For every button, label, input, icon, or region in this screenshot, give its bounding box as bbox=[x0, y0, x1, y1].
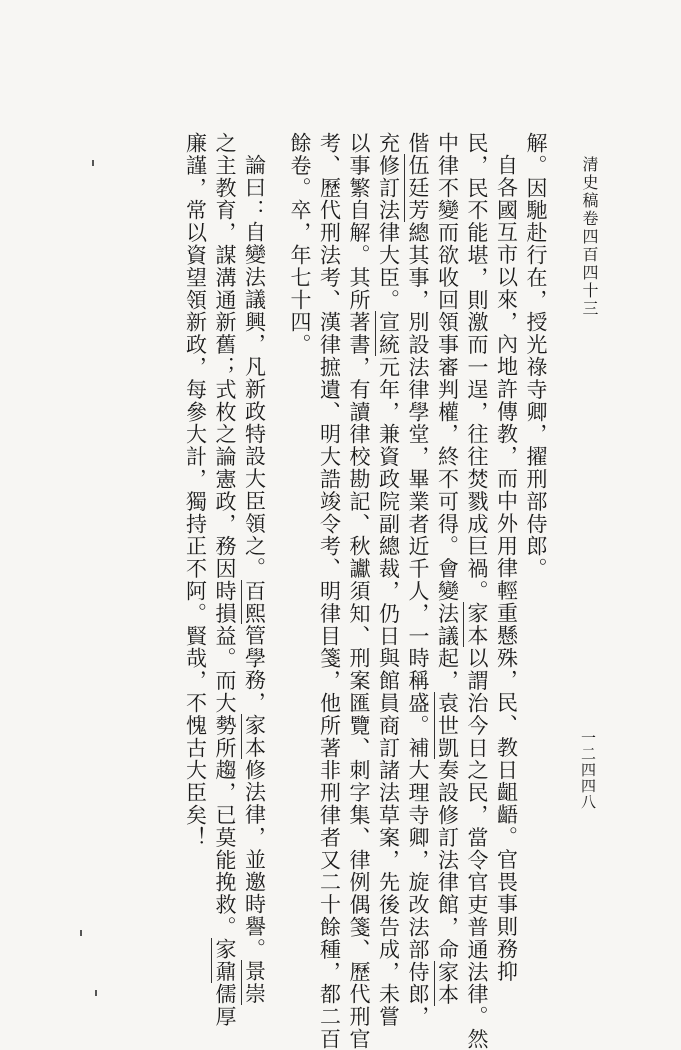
text-segment: 之主教育，謀溝通新舊；式枚之論憲政，務因時損益。而大勢所趨，已莫能挽救。 bbox=[213, 132, 237, 939]
text-segment: 廉謹，常以資望領新政，每參大計，獨持正不阿。賢哉，不愧古大臣矣！ bbox=[183, 132, 208, 849]
text-column-8 bbox=[314, 132, 344, 1050]
text-segment: 元年，兼資政院副總裁，仍日與館員商訂諸法草案，先後告成，未嘗 bbox=[376, 356, 401, 1029]
text-column-1 bbox=[521, 132, 551, 972]
proper-name: 宣統 bbox=[376, 311, 401, 357]
margin-tick-mark bbox=[80, 930, 82, 936]
text-segment: 以事繁自解。其所著書，有讀律校勘記、秋讞須知、刑案匯覽、刺字集、律例偶箋、歷代刑官 bbox=[347, 132, 371, 1050]
text-column-12 bbox=[180, 132, 210, 972]
text-segment: 民，民不能堪，則激而一逞，往往焚戮成巨禍。 bbox=[465, 132, 489, 603]
text-segment: 論曰：自變法議興，凡新政特設大臣領之。 bbox=[242, 154, 267, 580]
proper-name: 家本 bbox=[465, 602, 489, 648]
text-segment: 儒厚 bbox=[213, 983, 237, 1029]
text-column-4 bbox=[432, 132, 462, 1006]
page-number: 一二四四八 bbox=[579, 730, 597, 810]
running-header-title: 清史稿卷四百四十三 bbox=[580, 156, 599, 318]
proper-name: 景崇 bbox=[242, 960, 267, 1006]
text-segment: 餘卷。卒，年七十四。 bbox=[288, 132, 312, 356]
proper-name: 袁世凱 bbox=[435, 692, 460, 760]
margin-tick-mark bbox=[92, 160, 94, 166]
proper-name: 百熙 bbox=[242, 579, 267, 625]
text-segment: 奏設修訂法律館，命 bbox=[435, 759, 460, 961]
text-segment: 管學務， bbox=[242, 624, 267, 715]
text-column-10 bbox=[239, 132, 269, 1006]
main-text-body bbox=[150, 132, 550, 1050]
text-segment: 充修訂法律大臣。 bbox=[376, 132, 401, 312]
text-segment: 修法律，並邀時譽。 bbox=[242, 758, 267, 961]
text-column-6 bbox=[373, 132, 403, 1029]
text-column-3 bbox=[462, 132, 492, 1050]
proper-name: 伍廷芳 bbox=[406, 154, 430, 222]
text-segment: 偕 bbox=[406, 132, 430, 155]
text-column-9 bbox=[285, 132, 315, 972]
text-column-7 bbox=[344, 132, 374, 1050]
text-column-5 bbox=[403, 132, 433, 1029]
text-column-11 bbox=[210, 132, 240, 1029]
text-segment: 總其事，別設法律學堂，畢業者近千人，一時稱盛。補大理寺卿，旋改法部侍郎， bbox=[406, 221, 430, 1029]
proper-name: 家本 bbox=[435, 960, 460, 1006]
text-segment: 中律不變而欲收回領事審判權，終不可得。會變法議起， bbox=[435, 132, 460, 692]
proper-name: 家鼐 bbox=[213, 938, 237, 984]
proper-name: 家本 bbox=[242, 714, 267, 759]
text-segment: 考、歷代刑法考、漢律摭遺、明大誥竣令考、明律目箋，他所著非刑律者又二十餘種，都二百 bbox=[317, 132, 342, 1050]
margin-tick-mark bbox=[95, 990, 97, 996]
text-segment: 解。因馳赴行在，授光祿寺卿，擢刑部侍郎。 bbox=[524, 132, 548, 580]
text-segment: 以謂治今日之民，當令官吏普通法律。然 bbox=[465, 647, 489, 1050]
text-column-2 bbox=[491, 132, 521, 983]
text-segment: 自各國互市以來，內地許傳教，而中外用律輕重懸殊，民、教日齟齬。官畏事則務抑 bbox=[494, 154, 519, 983]
